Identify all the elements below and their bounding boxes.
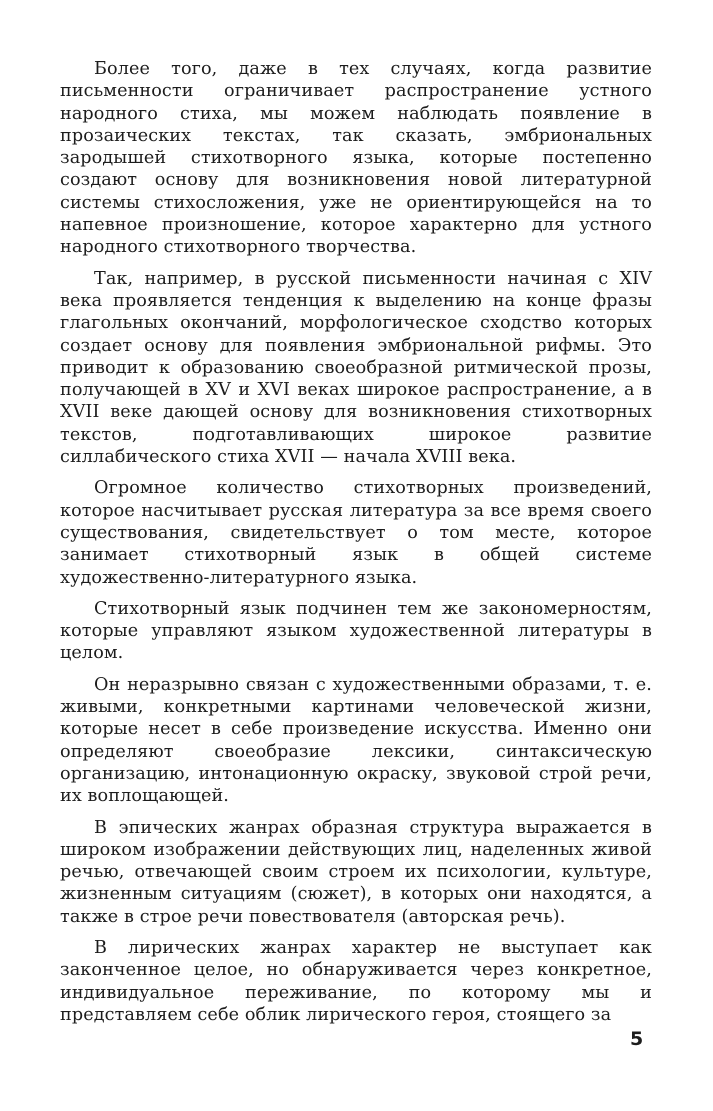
page-body: [60, 58, 652, 1035]
paragraph-1: Более того, даже в тех случаях, когда развитие письменности ограничивает распространение устного народного стиха, мы можем наблюдать появление в прозаических текстах, так сказать, эмбриональных зародышей стихотворного языка, которые постепенно создают основу для возникновения новой литературной системы стихосложения, уже не ориентирующейся на то напевное произношение, которое характерно для устного народного стихотворного творчества.: [60, 59, 652, 258]
page-number: 5: [630, 1028, 644, 1050]
paragraph-4: Стихотворный язык подчинен тем же закономерностям, которые управляют языком художественной литературы в целом.: [60, 598, 652, 664]
paragraph-2: Так, например, в русской письменности начиная с XIV века проявляется тенденция к выделению на конце фразы глагольных окончаний, морфологическое сходство которых создает основу для появления эмбриональной рифмы. Это приводит к образованию своеобразной ритмической прозы, получающей в XV и XVI веках широкое распространение, а в XVII веке дающей основу для возникновения стихотворных текстов, подготавливающих широкое развитие силлабического стиха XVII — начала XVIII века.: [60, 268, 652, 468]
paragraph-3: Огромное количество стихотворных произведений, которое насчитывает русская литература за все время своего существования, свидетельствует о том месте, которое занимает стихотворный язык в общей системе художественно-литературного языка.: [60, 478, 652, 588]
paragraph-5: Он неразрывно связан с художественными образами, т. е. живыми, конкретными картинами человеческой жизни, которые несет в себе произведение искусства. Именно они определяют своеобразие лексики, синтаксическую организацию, интонационную окраску, звуковой строй речи, их воплощающей.: [60, 674, 652, 807]
paragraph-7: В лирических жанрах характер не выступает как законченное целое, но обнаруживается через конкретное, индивидуальное переживание, по которому мы и представляем себе облик лирического героя, стоящего за: [60, 937, 652, 1025]
paragraph-6: В эпических жанрах образная структура выражается в широком изображении действующих лиц, наделенных живой речью, отвечающей своим строем их психологии, культуре, жизненным ситуациям (сюжет), в которых они находятся, а также в строе речи повествователя (авторская речь).: [60, 817, 652, 927]
